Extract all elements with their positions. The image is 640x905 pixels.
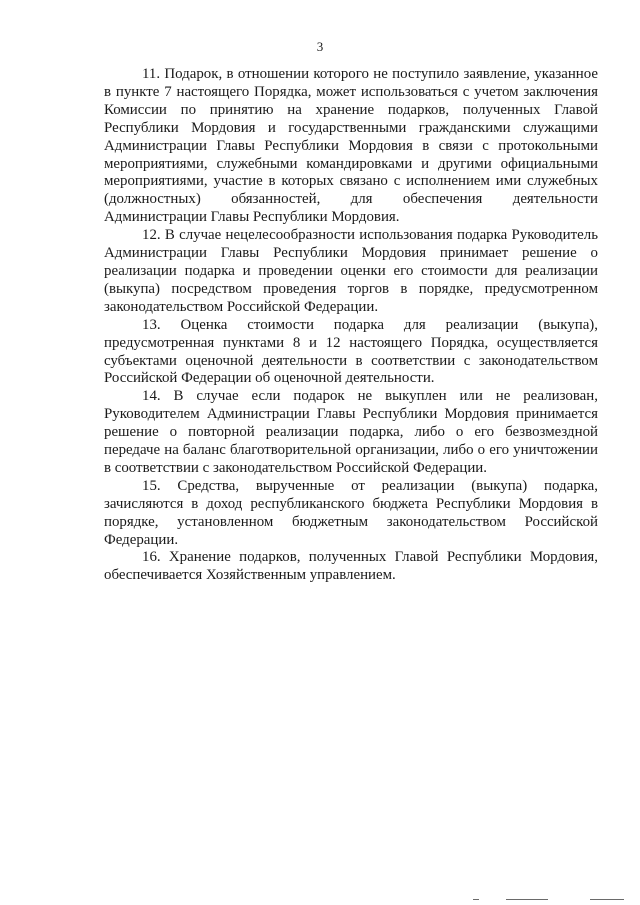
paragraph-15: 15. Средства, вырученные от реализации (выкупа) подарка, зачисляются в доход республиканского бюджета Республики Мордовия в порядке, установленном бюджетным законодательством Российской Федерации. — [104, 477, 598, 548]
scan-artifact-line — [590, 899, 624, 900]
page-number: 3 — [316, 39, 324, 54]
scan-artifact-dot — [473, 899, 479, 900]
document-body — [104, 66, 598, 585]
paragraph-16: 16. Хранение подарков, полученных Главой Республики Мордовия, обеспечивается Хозяйственным управлением. — [104, 549, 598, 584]
scan-artifact-line — [506, 899, 548, 900]
paragraph-11: 11. Подарок, в отношении которого не поступило заявление, указанное в пункте 7 настоящего Порядка, может использоваться с учетом заключения Комиссии по принятию на хранение подарков, полученных Главой Республики Мордовия и государственными гражданскими служащими Администрации Главы Республики Мордовия в связи с протокольными мероприятиями, служебными командировками и другими официальными мероприятиями, участие в которых связано с исполнением ими служебных (должностных) обязанностей, для обеспечения деятельности Администрации Главы Республики Мордовия. — [104, 66, 598, 226]
paragraph-12: 12. В случае нецелесообразности использования подарка Руководитель Администрации Главы Республики Мордовия принимает решение о реализации подарка и проведении оценки его стоимости для реализации (выкупа) посредством проведения торгов в порядке, предусмотренном законодательством Российской Федерации. — [104, 227, 598, 315]
paragraph-14: 14. В случае если подарок не выкуплен или не реализован, Руководителем Администрации Главы Республики Мордовия принимается решение о повторной реализации подарка, либо о его безвозмездной передаче на баланс благотворительной организации, либо о его уничтожении в соответствии с законодательством Российской Федерации. — [104, 388, 598, 476]
paragraph-13: 13. Оценка стоимости подарка для реализации (выкупа), предусмотренная пунктами 8 и 12 настоящего Порядка, осуществляется субъектами оценочной деятельности в соответствии с законодательством Российской Федерации об оценочной деятельности. — [104, 316, 598, 387]
